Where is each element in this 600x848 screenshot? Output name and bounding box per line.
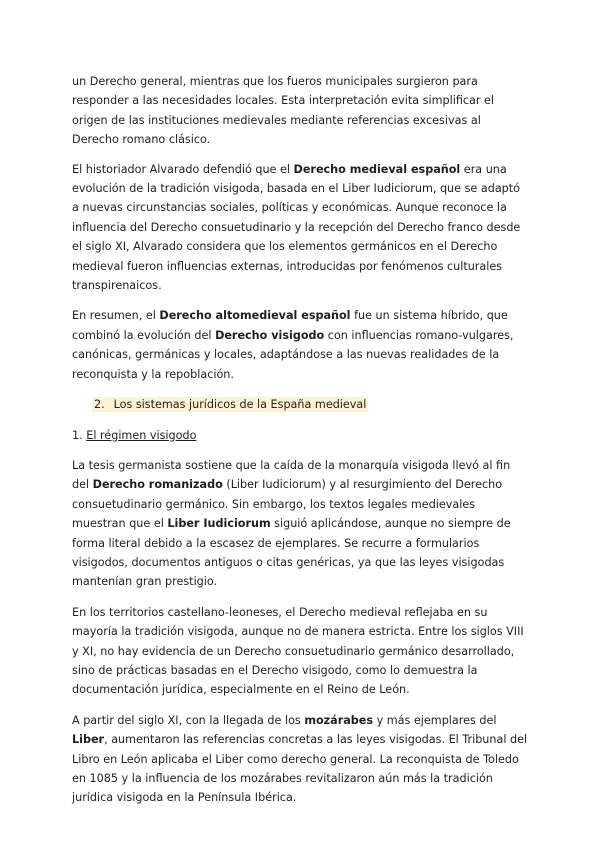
bold-term: mozárabes xyxy=(304,713,374,727)
paragraph-summary xyxy=(72,306,528,384)
text-run: (Liber Iudiciorum) y al resurgimiento del Derecho consuetudinario germánico. Sin embargo, los textos legales medievales muestran que el xyxy=(72,478,503,531)
text-run: siguió aplicándose, aunque no siempre de forma literal debido a la escasez de ejemplares. Se recurre a formularios visigodos, documentos antiguos o citas genéricas, ya que las leyes visigodas mantenían gran prestigio. xyxy=(72,517,511,589)
subheading-title: El régimen visigodo xyxy=(86,428,197,442)
bold-term: Derecho altomedieval español xyxy=(159,309,351,323)
text-run: A partir del siglo XI, con la llegada de los xyxy=(72,713,305,727)
section-heading-highlight xyxy=(92,397,368,412)
text-run: era una evolución de la tradición visigoda, basada en el Liber Iudiciorum, que se adaptó a nuevas circunstancias sociales, políticas y económicas. Aunque reconoce la influencia del Derecho consuetudinario y la recepción del Derecho franco desde el siglo XI, Alvarado considera que los elementos germánicos en el Derecho medieval fueron influencias externas, introducidas por fenómenos culturales transpirenaicos. xyxy=(72,162,521,293)
bold-term: Liber Iudiciorum xyxy=(167,517,271,531)
subheading xyxy=(72,426,528,445)
bold-term: Liber xyxy=(72,733,105,747)
text-run: con influencias romano-vulgares, canónicas, germánicas y locales, adaptándose a las nuevas realidades de la reconquista y la repoblación. xyxy=(72,328,514,381)
text-run: En resumen, el xyxy=(72,309,160,323)
bold-term: Derecho medieval español xyxy=(293,162,461,176)
section-heading-title: Los sistemas jurídicos de la España medieval xyxy=(113,398,367,412)
paragraph-mozarabes xyxy=(72,711,528,808)
text-run: El historiador Alvarado defendió que el xyxy=(72,162,294,176)
text-run: La tesis germanista sostiene que la caída de la monarquía visigoda llevó al fin del xyxy=(72,458,511,492)
paragraph-castilla-leon: En los territorios castellano-leoneses, el Derecho medieval reflejaba en su mayoría la tradición visigoda, aunque no de manera estricta. Entre los siglos VIII y XI, no hay evidencia de un Derecho consuetudinario germánico desarrollado, sino de prácticas basadas en el Derecho visigodo, como lo demuestra la documentación jurídica, especialmente en el Reino de León. xyxy=(72,605,524,697)
paragraph-intro: un Derecho general, mientras que los fueros municipales surgieron para responder a las necesidades locales. Esta interpretación evita simplificar el origen de las instituciones medievales mediante referencias excesivas al Derecho romano clásico. xyxy=(72,75,495,147)
text-run: fue un sistema híbrido, que combinó la evolución del xyxy=(72,309,508,342)
paragraph-germanist-thesis xyxy=(72,456,528,592)
document-page xyxy=(72,72,528,819)
text-run: y más ejemplares del xyxy=(373,713,497,727)
text-run: , aumentaron las referencias concretas a las leyes visigodas. El Tribunal del Libro en León aplicaba el Liber como derecho general. La reconquista de Toledo en 1085 y la influencia de los mozárabes revitalizaron aún más la tradición jurídica visigoda en la Península Ibérica. xyxy=(72,733,528,805)
section-heading xyxy=(92,395,528,414)
section-heading-number: 2. xyxy=(94,398,105,412)
bold-term: Derecho romanizado xyxy=(92,478,223,492)
paragraph-alvarado xyxy=(72,160,528,296)
subheading-number: 1. xyxy=(72,428,83,442)
bold-term: Derecho visigodo xyxy=(215,328,325,342)
